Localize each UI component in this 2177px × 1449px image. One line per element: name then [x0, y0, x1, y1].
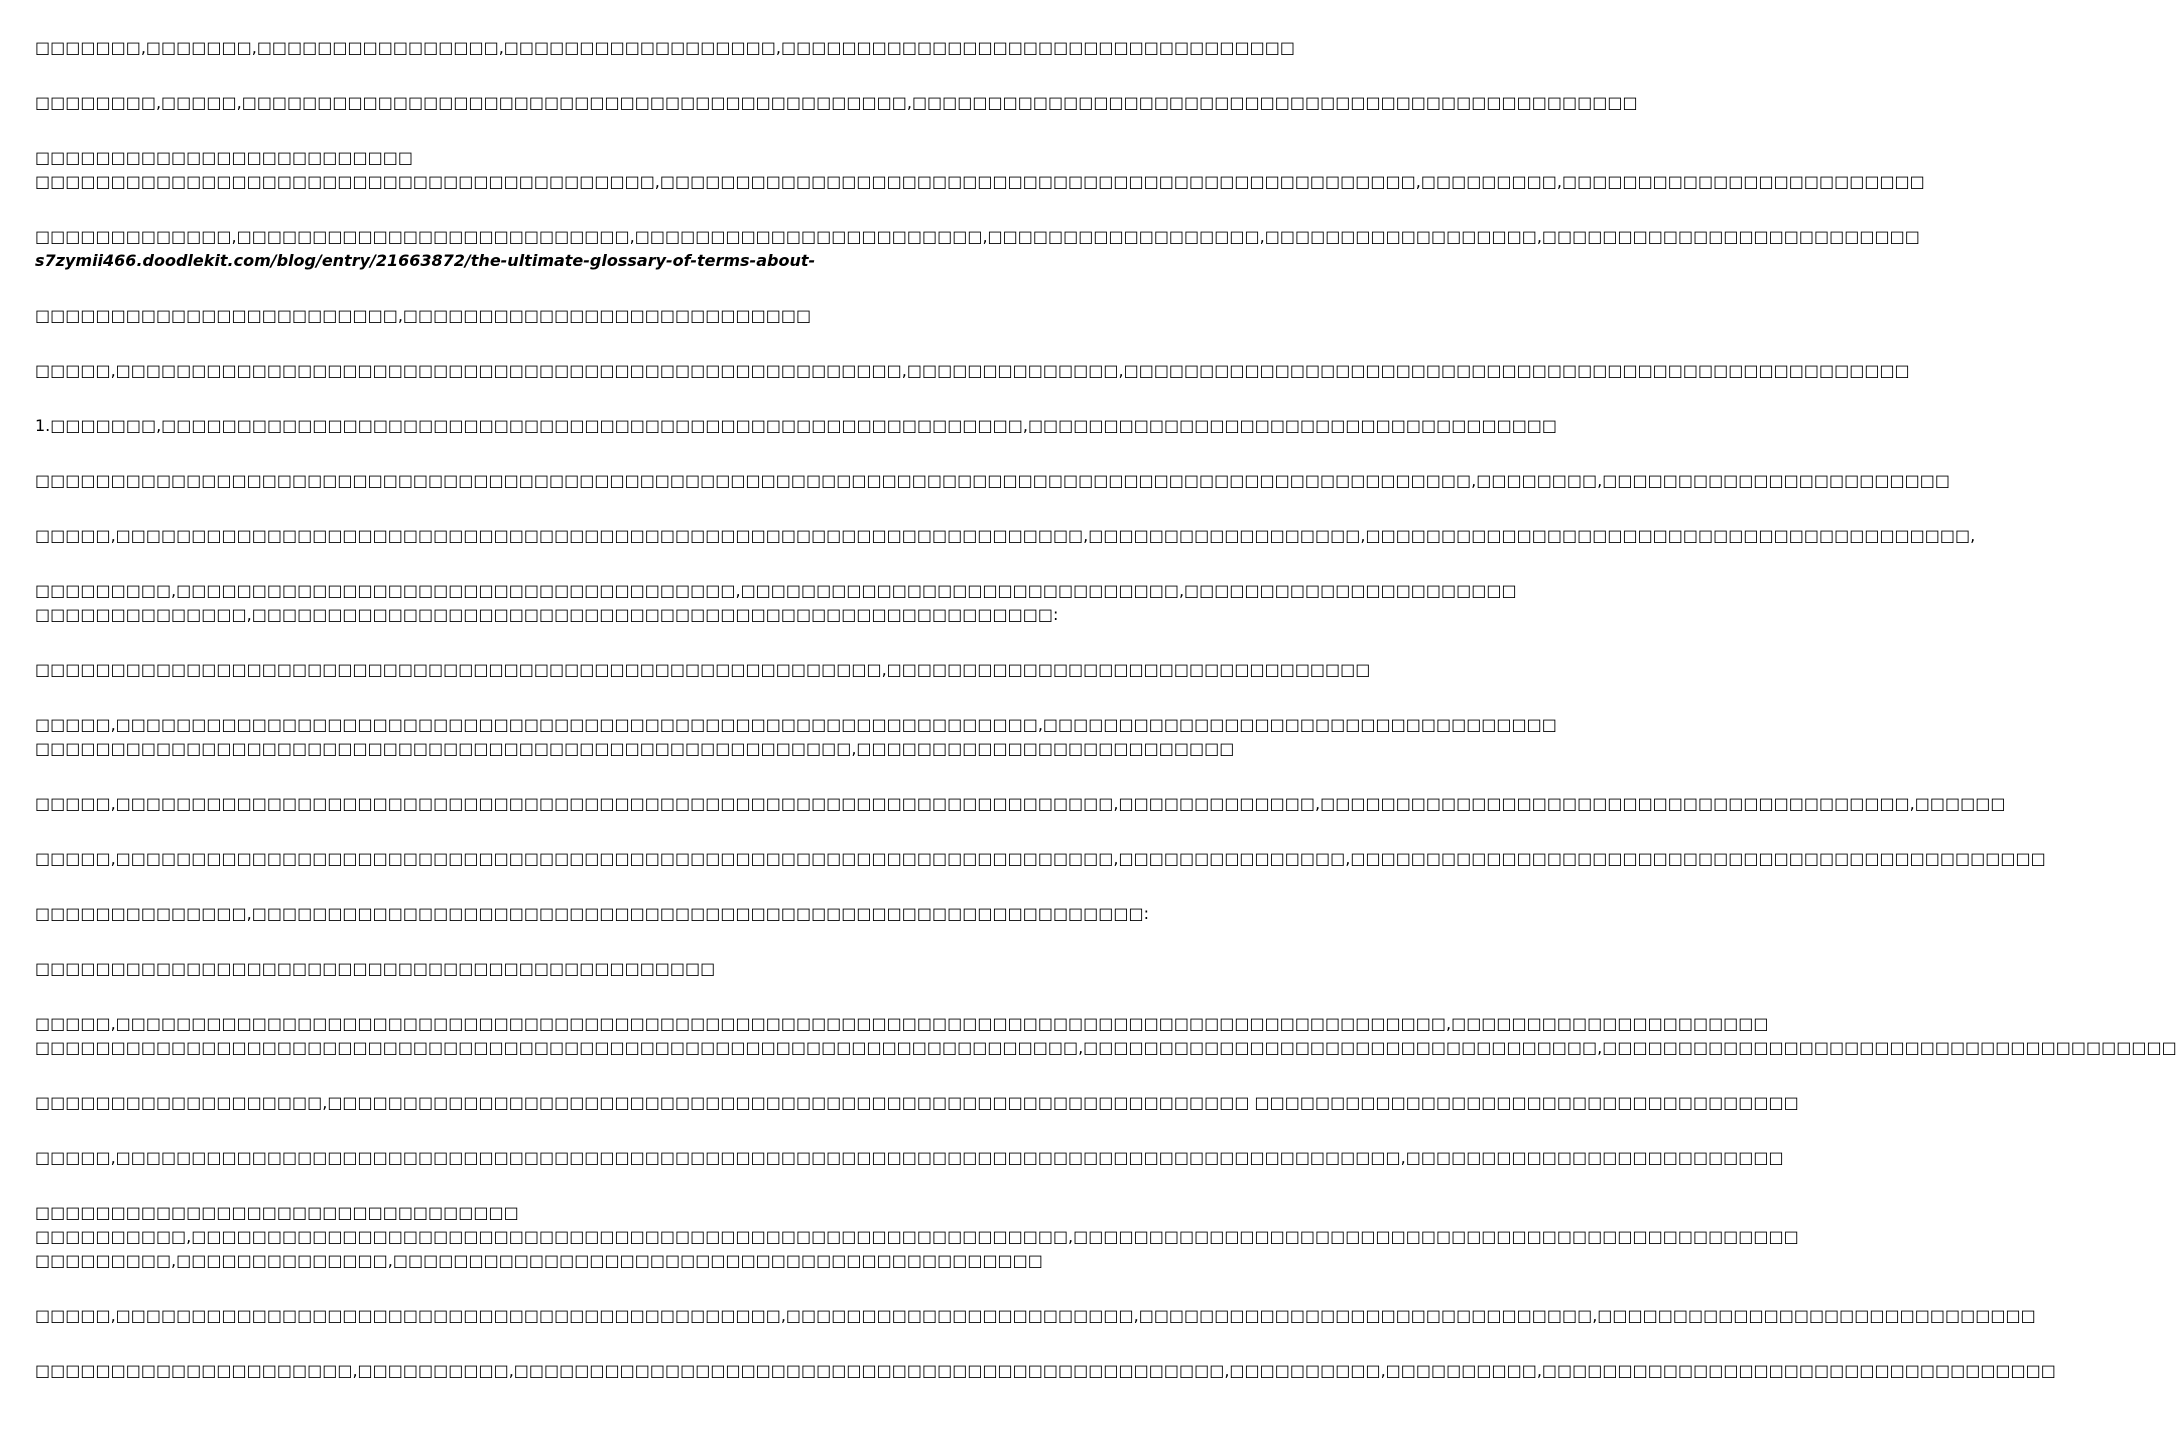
paragraph-line: □□□□□□□□□,□□□□□□□□□□□□□□,□□□□□□□□□□□□□□□□□□□□□□□□□□□□□□□□□□□□□□□□□□□ — [35, 1251, 1043, 1270]
paragraph-line: □□□□□□□□□□□□□□□□□□□□□□□□□□□□□□□□□□□□□□□□□□□□□□□□□□□□□□□□□□□□□□□□□□□□□□□□□□□□□□□□□□□□□□□□□□□□□□□,□□□□□□□□,□□□□□□□□□□□□□□□□□□□□□□□ — [35, 471, 1950, 490]
paragraph-line: □□□□□,□□□□□□□□□□□□□□□□□□□□□□□□□□□□□□□□□□□□□□□□□□□□□□□□□□□□□□□□□□□□□,□□□□□□□□□□□□□□□□□□□□□□□□□□□□□□□□□□ — [35, 715, 1557, 734]
paragraph-line: □□□□□□□□□□□□□□□□□□□□□□□□□□□□□□□□□□□□□□□□□,□□□□□□□□□□□□□□□□□□□□□□□□□□□□□□□□□□□□□□□□□□□□□□□□□□,□□□□□□□□□,□□□□□□□□□□□□□□□□□□□□□□□□ — [35, 172, 1925, 191]
paragraph-line: □□□□□□□□□□□□□,□□□□□□□□□□□□□□□□□□□□□□□□□□,□□□□□□□□□□□□□□□□□□□□□□□,□□□□□□□□□□□□□□□□□□,□□□□□□□□□□□□□□□□□□,□□□□□□□□□□□□□□□□□□□□□□□□□ — [35, 227, 1920, 246]
paragraph — [35, 1304, 2036, 1328]
paragraph — [35, 902, 1150, 926]
document-body — [35, 36, 2177, 1414]
paragraph — [35, 658, 1371, 682]
paragraph — [35, 414, 1558, 438]
paragraph — [35, 1146, 1784, 1170]
paragraph-line: □□□□□,□□□□□□□□□□□□□□□□□□□□□□□□□□□□□□□□□□□□□□□□□□□□□□□□□□□□,□□□□□□□□□□□□□□,□□□□□□□□□□□□□□□□□□□□□□□□□□□□□□□□□□□□□□□□□□□□□□□□□□□□ — [35, 361, 1910, 380]
paragraph — [35, 847, 2046, 871]
paragraph — [35, 1201, 1799, 1273]
paragraph-line: □□□□□,□□□□□□□□□□□□□□□□□□□□□□□□□□□□□□□□□□□□□□□□□□□□□□□□□□□□□□□□□□□□□□□□□□□□□□□□□□□□□□□□□□□□□□□□,□□□□□□□□□□□□□□□□□□□□□ — [35, 1014, 1769, 1033]
paragraph — [35, 792, 2006, 816]
paragraph — [35, 524, 1976, 548]
paragraph-line: □□□□□□□□□□,□□□□□□□□□□□□□□□□□□□□□□□□□□□□□□□□□□□□□□□□□□□□□□□□□□□□□□□□□□,□□□□□□□□□□□□□□□□□□□□□□□□□□□□□□□□□□□□□□□□□□□□□□□□ — [35, 1227, 1799, 1246]
paragraph-line: □□□□□□□□□□□□□□□□□□□,□□□□□□□□□□□□□□□□□□□□□□□□□□□□□□□□□□□□□□□□□□□□□□□□□□□□□□□□□□□□□ □□□□□□□□□□□□□□□□□□□□□□□□□□□□□□□□□□□□ — [35, 1093, 1799, 1112]
paragraph — [35, 225, 1920, 273]
paragraph — [35, 1012, 2177, 1060]
paragraph-line: □□□□□□□□□□□□□□□□□□□□□□□□□□□□□□□□□□□□□□□□□□□□□□□□□□□□□□,□□□□□□□□□□□□□□□□□□□□□□□□□ — [35, 739, 1235, 758]
paragraph — [35, 957, 990, 981]
paragraph-line: □□□□□□□□□□□□□□□□□□□□□□□□,□□□□□□□□□□□□□□□□□□□□□□□□□□□ — [35, 306, 812, 325]
paragraph — [35, 36, 1295, 60]
paragraph-line: □□□□□□□□□□□□□□□□□□□□□□□□□ — [35, 148, 413, 167]
paragraph-line: 1.□□□□□□□,□□□□□□□□□□□□□□□□□□□□□□□□□□□□□□□□□□□□□□□□□□□□□□□□□□□□□□□□□,□□□□□□□□□□□□□□□□□□□□□□□□□□□□□□□□□□□ — [35, 416, 1558, 435]
paragraph-line: □□□□□□□□□□□□□□,□□□□□□□□□□□□□□□□□□□□□□□□□□□□□□□□□□□□□□□□□□□□□□□□□□□□□: — [35, 605, 1059, 624]
paragraph-line: □□□□□□□□□□□□□□□□□□□□□□□□□□□□□□□□□□□□□□□□□□□□□□□□□□□□□□□□□□□□□□□□□□□□□,□□□□□□□□□□□□□□□□□□□□□□□□□□□□□□□□□□,□□□□□□□□□□□□□□□□□□□□□□□□□□□□□□□□□□□□□□ — [35, 1038, 2177, 1057]
paragraph — [35, 1359, 2056, 1383]
paragraph — [35, 1091, 1799, 1115]
paragraph — [35, 91, 1638, 115]
paragraph-line: □□□□□□□□□□□□□□□□□□□□□,□□□□□□□□□□,□□□□□□□□□□□□□□□□□□□□□□□□□□□□□□□□□□□□□□□□□□□□□□□,□□□□□□□□□□,□□□□□□□□□□,□□□□□□□□□□□□□□□□□□□□□□□□□□□□□□□□□□ — [35, 1361, 2056, 1380]
paragraph-line: □□□□□,□□□□□□□□□□□□□□□□□□□□□□□□□□□□□□□□□□□□□□□□□□□□□□□□□□□□□□□□□□□□□□□□,□□□□□□□□□□□□□□□□□□,□□□□□□□□□□□□□□□□□□□□□□□□□□□□□□□□□□□□□□□□, — [35, 526, 1976, 545]
paragraph-line: □□□□□□□,□□□□□□□,□□□□□□□□□□□□□□□□,□□□□□□□□□□□□□□□□□□,□□□□□□□□□□□□□□□□□□□□□□□□□□□□□□□□□□ — [35, 38, 1295, 57]
paragraph-line: □□□□□,□□□□□□□□□□□□□□□□□□□□□□□□□□□□□□□□□□□□□□□□□□□□,□□□□□□□□□□□□□□□□□□□□□□□,□□□□□□□□□□□□□□□□□□□□□□□□□□□□□□,□□□□□□□□□□□□□□□□□□□□□□□□□□□□□ — [35, 1306, 2036, 1325]
paragraph-line: □□□□□□□□□□□□□□,□□□□□□□□□□□□□□□□□□□□□□□□□□□□□□□□□□□□□□□□□□□□□□□□□□□□□□□□□□□: — [35, 904, 1150, 923]
paragraph — [35, 713, 1557, 761]
paragraph-line: □□□□□□□□□□□□□□□□□□□□□□□□□□□□□□□□□□□□□□□□□□□□□ — [35, 959, 716, 978]
paragraph-line: □□□□□□□□□□□□□□□□□□□□□□□□□□□□□□□□□□□□□□□□□□□□□□□□□□□□□□□□,□□□□□□□□□□□□□□□□□□□□□□□□□□□□□□□□ — [35, 660, 1371, 679]
paragraph-line: □□□□□,□□□□□□□□□□□□□□□□□□□□□□□□□□□□□□□□□□□□□□□□□□□□□□□□□□□□□□□□□□□□□□□□□□□□□□□□□□□□□□□□□□□□□,□□□□□□□□□□□□□□□□□□□□□□□□□ — [35, 1148, 1784, 1167]
paragraph-link-text[interactable]: s7zymii466.doodlekit.com/blog/entry/21663872/the-ultimate-glossary-of-terms-about- — [35, 251, 816, 270]
paragraph-line: □□□□□□□□□,□□□□□□□□□□□□□□□□□□□□□□□□□□□□□□□□□□□□□,□□□□□□□□□□□□□□□□□□□□□□□□□□□□□,□□□□□□□□□□□□□□□□□□□□□□ — [35, 581, 1517, 600]
paragraph-line: □□□□□,□□□□□□□□□□□□□□□□□□□□□□□□□□□□□□□□□□□□□□□□□□□□□□□□□□□□□□□□□□□□□□□□□□,□□□□□□□□□□□□□□□,□□□□□□□□□□□□□□□□□□□□□□□□□□□□□□□□□□□□□□□□□□□□□□ — [35, 849, 2046, 868]
paragraph-line: □□□□□,□□□□□□□□□□□□□□□□□□□□□□□□□□□□□□□□□□□□□□□□□□□□□□□□□□□□□□□□□□□□□□□□□□,□□□□□□□□□□□□□,□□□□□□□□□□□□□□□□□□□□□□□□□□□□□□□□□□□□□□□,□□□□□□ — [35, 794, 2006, 813]
paragraph — [35, 579, 1517, 627]
paragraph — [35, 469, 1950, 493]
paragraph — [35, 359, 1910, 383]
paragraph-line: □□□□□□□□,□□□□□,□□□□□□□□□□□□□□□□□□□□□□□□□□□□□□□□□□□□□□□□□□□□,□□□□□□□□□□□□□□□□□□□□□□□□□□□□□□□□□□□□□□□□□□□□□□□□ — [35, 93, 1638, 112]
paragraph — [35, 146, 1925, 194]
paragraph — [35, 304, 990, 328]
paragraph-line: □□□□□□□□□□□□□□□□□□□□□□□□□□□□□□□□ — [35, 1203, 519, 1222]
